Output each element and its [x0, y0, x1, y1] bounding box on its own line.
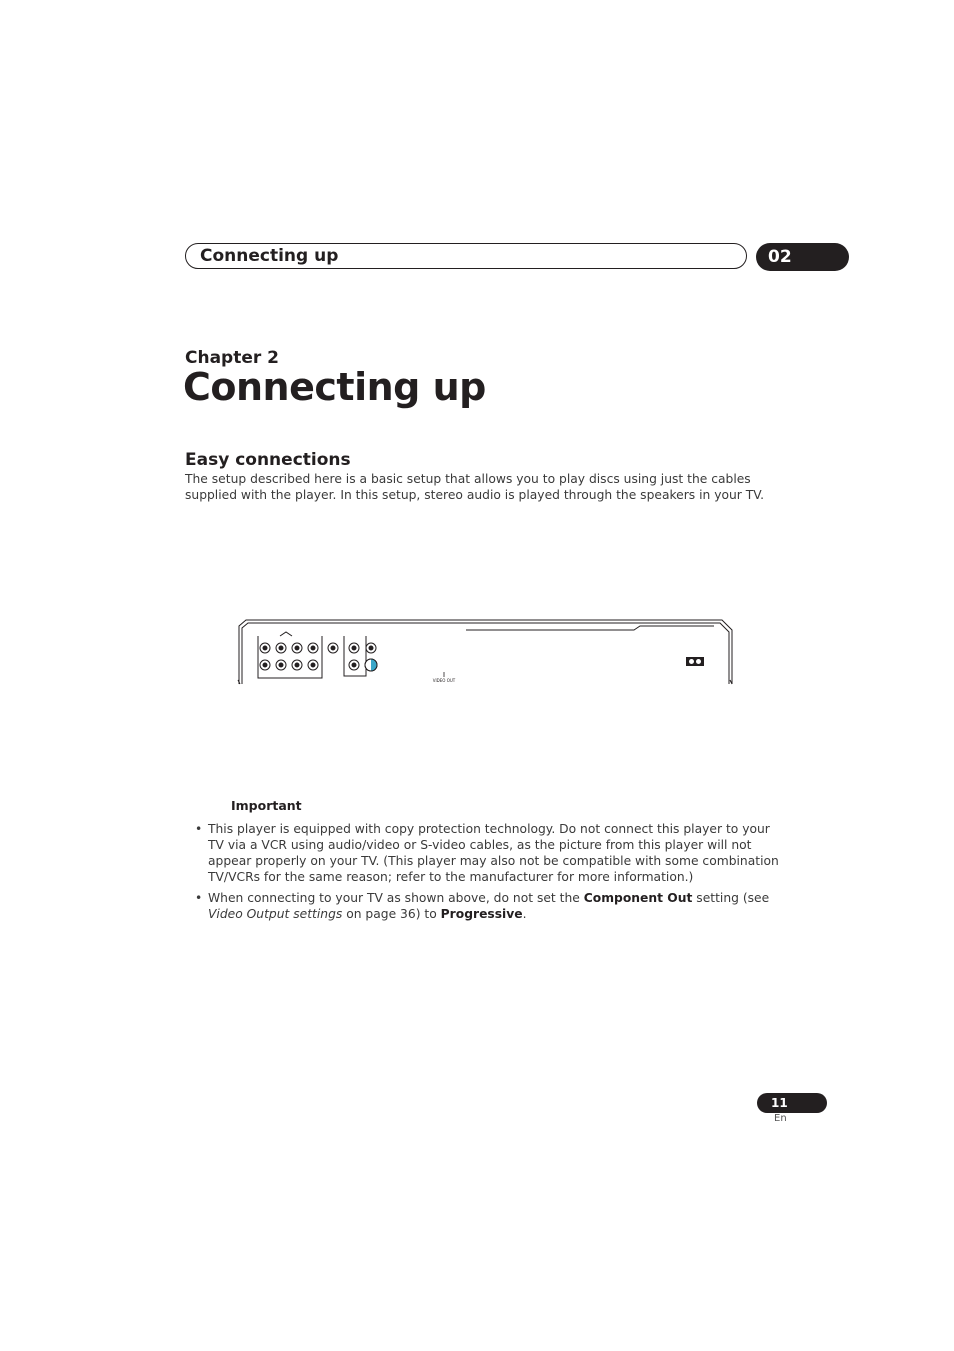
setting-name: Component Out — [583, 891, 693, 905]
bullet-marker: • — [195, 891, 203, 905]
chapter-title: Connecting up — [183, 365, 486, 409]
running-header — [185, 243, 747, 269]
cross-reference: Video Output settings — [208, 907, 343, 921]
chapter-number: 02 — [768, 247, 792, 267]
important-label: Important — [231, 798, 302, 813]
list-item — [190, 821, 780, 885]
setting-value: Progressive — [440, 907, 523, 921]
running-header-title: Connecting up — [200, 246, 339, 266]
chapter-label: Chapter 2 — [185, 348, 280, 368]
chapter-number-badge — [756, 243, 849, 271]
bullet-text: When connecting to your TV as shown above, do not set the — [208, 891, 584, 905]
list-item — [190, 890, 780, 922]
bullet-marker: • — [195, 822, 203, 836]
intro-line: supplied with the player. In this setup, stereo audio is played through the speakers in your TV. — [185, 488, 765, 502]
intro-paragraph — [185, 471, 775, 503]
bullet-text: setting (see — [692, 891, 770, 905]
intro-line: The setup described here is a basic setup that allows you to play discs using just the cables — [185, 472, 751, 486]
section-title: Easy connections — [185, 450, 351, 470]
page-number: 11 — [771, 1096, 788, 1110]
video-out-label: VIDEO OUT — [432, 678, 456, 683]
page-language: En — [774, 1113, 787, 1124]
important-list — [190, 821, 780, 927]
player-rear-panel-diagram — [236, 618, 738, 690]
bullet-text: . — [522, 907, 527, 921]
bullet-text: This player is equipped with copy protection technology. Do not connect this player to your TV via a VCR using audio/video or S-video cables, as the picture from this player will not appear properly on your TV. (This player may also not be compatible with some combination TV/VCRs for the same reason; refer to the manufacturer for more information.) — [208, 822, 779, 884]
bullet-text: on page 36) to — [342, 907, 441, 921]
dolby-logo — [686, 657, 704, 666]
page-number-badge — [757, 1093, 827, 1113]
